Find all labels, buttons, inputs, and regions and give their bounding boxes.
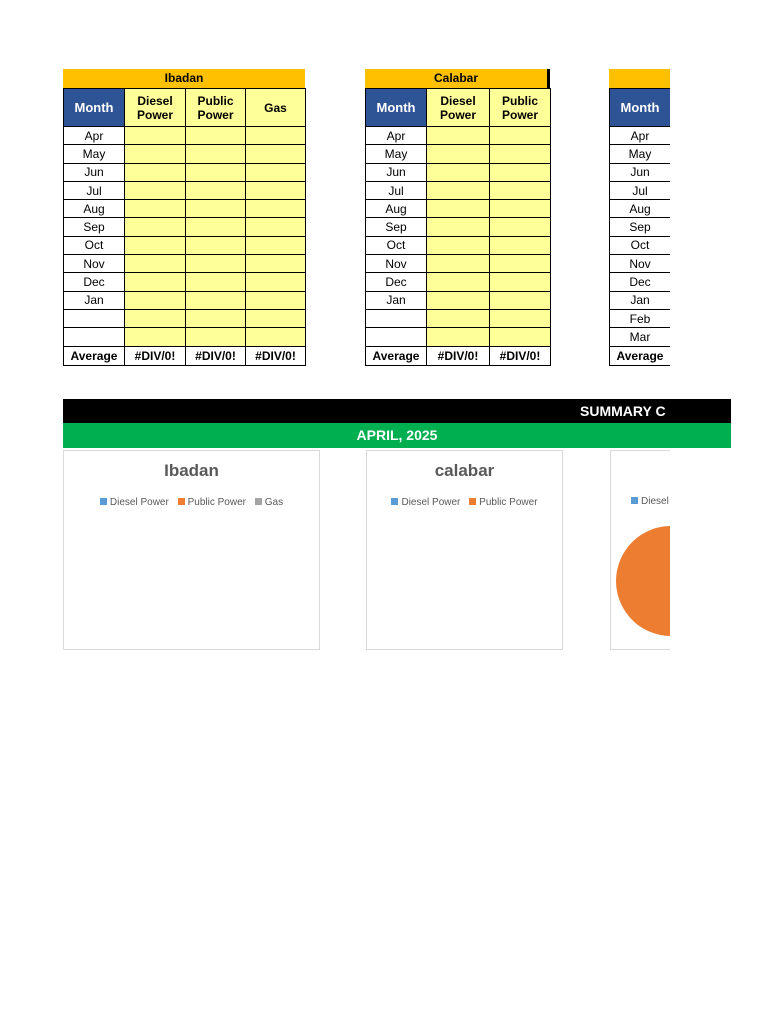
table-row xyxy=(366,145,551,163)
third-pie-chart[interactable] xyxy=(610,450,670,650)
third-table xyxy=(609,88,670,366)
month-cell[interactable]: May xyxy=(64,145,125,163)
table-row xyxy=(610,218,671,236)
value-cell[interactable] xyxy=(490,218,551,236)
table-row xyxy=(610,328,671,346)
value-cell[interactable] xyxy=(186,163,246,181)
value-cell[interactable] xyxy=(125,200,186,218)
pie-svg xyxy=(611,451,670,650)
month-cell[interactable]: Jan xyxy=(64,291,125,309)
legend-item-public-power xyxy=(469,497,537,508)
header-gas: Gas xyxy=(246,89,306,127)
table-row xyxy=(366,309,551,327)
chart-title: Ibadan xyxy=(164,461,219,480)
value-cell[interactable] xyxy=(186,127,246,145)
table-row xyxy=(610,309,671,327)
header-month: Month xyxy=(64,89,125,127)
value-cell[interactable] xyxy=(125,218,186,236)
value-cell[interactable] xyxy=(125,328,186,346)
table-row xyxy=(64,273,306,291)
average-row xyxy=(64,346,306,365)
value-cell[interactable] xyxy=(125,163,186,181)
month-cell[interactable]: Jun xyxy=(64,163,125,181)
table-row xyxy=(366,273,551,291)
month-cell[interactable]: Jun xyxy=(366,163,427,181)
value-cell[interactable] xyxy=(427,291,490,309)
average-value: #DIV/0! xyxy=(490,346,551,365)
month-cell[interactable]: Jul xyxy=(610,181,671,199)
table-row xyxy=(64,309,306,327)
value-cell[interactable] xyxy=(427,236,490,254)
legend-label: Gas xyxy=(264,497,284,508)
value-cell[interactable] xyxy=(427,181,490,199)
month-cell[interactable]: May xyxy=(366,145,427,163)
value-cell[interactable] xyxy=(427,145,490,163)
calabar-pie-chart[interactable] xyxy=(366,450,563,650)
value-cell[interactable] xyxy=(246,309,306,327)
value-cell[interactable] xyxy=(246,255,306,273)
legend-item-gas xyxy=(255,497,283,508)
value-cell[interactable] xyxy=(490,291,551,309)
table-row xyxy=(64,328,306,346)
ibadan-table-block xyxy=(63,69,305,366)
ibadan-table xyxy=(63,88,306,366)
table-row xyxy=(610,291,671,309)
table-row xyxy=(64,200,306,218)
chart-legend xyxy=(64,497,319,508)
month-cell[interactable]: Oct xyxy=(366,236,427,254)
average-label: Average xyxy=(610,346,671,365)
value-cell[interactable] xyxy=(125,309,186,327)
summary-title: SUMMARY C xyxy=(580,403,666,419)
month-cell[interactable]: Sep xyxy=(366,218,427,236)
month-cell[interactable] xyxy=(366,309,427,327)
month-cell[interactable]: Jul xyxy=(366,181,427,199)
value-cell[interactable] xyxy=(186,181,246,199)
month-cell[interactable]: Apr xyxy=(366,127,427,145)
value-cell[interactable] xyxy=(186,218,246,236)
value-cell[interactable] xyxy=(490,328,551,346)
value-cell[interactable] xyxy=(427,273,490,291)
table-row xyxy=(64,218,306,236)
month-cell[interactable]: Apr xyxy=(64,127,125,145)
value-cell[interactable] xyxy=(186,328,246,346)
value-cell[interactable] xyxy=(490,163,551,181)
table-row xyxy=(610,200,671,218)
value-cell[interactable] xyxy=(490,236,551,254)
legend-swatch-public xyxy=(469,498,476,505)
average-row xyxy=(366,346,551,365)
chart-legend xyxy=(367,497,562,508)
month-cell[interactable]: Dec xyxy=(64,273,125,291)
table-row xyxy=(610,273,671,291)
month-cell[interactable]: Dec xyxy=(610,273,671,291)
calabar-table xyxy=(365,88,551,366)
legend-swatch-diesel xyxy=(391,498,398,505)
value-cell[interactable] xyxy=(125,181,186,199)
ibadan-table-title: Ibadan xyxy=(63,69,305,88)
calabar-table-body xyxy=(366,127,551,366)
table-row xyxy=(366,200,551,218)
month-cell[interactable]: Jul xyxy=(64,181,125,199)
value-cell[interactable] xyxy=(427,255,490,273)
legend-swatch-diesel xyxy=(100,498,107,505)
value-cell[interactable] xyxy=(427,200,490,218)
average-value: #DIV/0! xyxy=(246,346,306,365)
average-value: #DIV/0! xyxy=(186,346,246,365)
month-cell[interactable]: Nov xyxy=(366,255,427,273)
value-cell[interactable] xyxy=(427,163,490,181)
month-cell[interactable]: Oct xyxy=(64,236,125,254)
table-row xyxy=(64,236,306,254)
table-row xyxy=(610,163,671,181)
value-cell[interactable] xyxy=(246,273,306,291)
value-cell[interactable] xyxy=(246,328,306,346)
month-cell[interactable]: Nov xyxy=(64,255,125,273)
value-cell[interactable] xyxy=(125,291,186,309)
header-public-power: Public Power xyxy=(490,89,551,127)
summary-title-bar xyxy=(63,399,731,423)
value-cell[interactable] xyxy=(427,218,490,236)
value-cell[interactable] xyxy=(490,181,551,199)
average-value: #DIV/0! xyxy=(427,346,490,365)
value-cell[interactable] xyxy=(490,200,551,218)
value-cell[interactable] xyxy=(490,273,551,291)
table-row xyxy=(366,181,551,199)
table-row xyxy=(366,328,551,346)
header-diesel-power: Diesel Power xyxy=(125,89,186,127)
value-cell[interactable] xyxy=(125,145,186,163)
table-row xyxy=(366,127,551,145)
month-cell[interactable]: Oct xyxy=(610,236,671,254)
table-header-row xyxy=(610,89,671,127)
third-table-block xyxy=(609,69,670,381)
calabar-table-block xyxy=(365,69,550,366)
month-cell[interactable]: Apr xyxy=(610,127,671,145)
legend-item-diesel-power xyxy=(391,497,460,508)
value-cell[interactable] xyxy=(125,127,186,145)
header-diesel-power: Diesel Power xyxy=(427,89,490,127)
summary-date-bar: APRIL, 2025 xyxy=(63,423,731,448)
month-cell[interactable]: Aug xyxy=(64,200,125,218)
value-cell[interactable] xyxy=(186,273,246,291)
value-cell[interactable] xyxy=(246,291,306,309)
value-cell[interactable] xyxy=(246,145,306,163)
table-row xyxy=(366,291,551,309)
month-cell[interactable]: Jun xyxy=(610,163,671,181)
header-month: Month xyxy=(366,89,427,127)
legend-label: Diesel Power xyxy=(401,497,461,508)
average-label: Average xyxy=(366,346,427,365)
value-cell[interactable] xyxy=(246,127,306,145)
table-row xyxy=(64,163,306,181)
table-row xyxy=(610,236,671,254)
table-header-row xyxy=(366,89,551,127)
table-row xyxy=(64,255,306,273)
value-cell[interactable] xyxy=(246,163,306,181)
chart-title: calabar xyxy=(434,461,495,480)
legend-label: Diesel Power xyxy=(109,497,169,508)
table-row xyxy=(610,145,671,163)
average-row xyxy=(610,346,671,365)
pie-slice-public-power xyxy=(616,526,670,636)
month-cell[interactable] xyxy=(64,309,125,327)
month-cell[interactable] xyxy=(64,328,125,346)
legend-item-public-power xyxy=(178,497,246,508)
table-row xyxy=(610,127,671,145)
value-cell[interactable] xyxy=(186,291,246,309)
legend-swatch-public xyxy=(178,498,185,505)
value-cell[interactable] xyxy=(186,145,246,163)
value-cell[interactable] xyxy=(125,255,186,273)
value-cell[interactable] xyxy=(246,181,306,199)
value-cell[interactable] xyxy=(246,236,306,254)
value-cell[interactable] xyxy=(246,218,306,236)
table-row xyxy=(366,163,551,181)
value-cell[interactable] xyxy=(427,127,490,145)
table-row xyxy=(64,145,306,163)
month-cell[interactable]: May xyxy=(610,145,671,163)
month-cell[interactable]: Nov xyxy=(610,255,671,273)
table-row xyxy=(64,291,306,309)
legend-item-diesel-power xyxy=(100,497,169,508)
average-value: #DIV/0! xyxy=(125,346,186,365)
month-cell[interactable]: Feb xyxy=(610,309,671,327)
month-cell[interactable]: Sep xyxy=(610,218,671,236)
month-cell[interactable]: Jan xyxy=(366,291,427,309)
month-cell[interactable]: Aug xyxy=(366,200,427,218)
value-cell[interactable] xyxy=(246,200,306,218)
month-cell[interactable]: Mar xyxy=(610,328,671,346)
table-row xyxy=(366,236,551,254)
month-cell[interactable]: Aug xyxy=(610,200,671,218)
legend-label: Public Power xyxy=(187,497,246,508)
legend-label: Public Power xyxy=(479,497,538,508)
ibadan-pie-chart[interactable] xyxy=(63,450,320,650)
legend-label: Diesel xyxy=(641,496,669,507)
table-row xyxy=(64,181,306,199)
value-cell[interactable] xyxy=(490,309,551,327)
calabar-table-title: Calabar xyxy=(365,69,550,88)
month-cell[interactable] xyxy=(366,328,427,346)
month-cell[interactable]: Sep xyxy=(64,218,125,236)
value-cell[interactable] xyxy=(490,127,551,145)
header-month: Month xyxy=(610,89,671,127)
value-cell[interactable] xyxy=(186,255,246,273)
table-row xyxy=(610,181,671,199)
legend-swatch-gas xyxy=(255,498,262,505)
average-label: Average xyxy=(64,346,125,365)
table-row xyxy=(366,255,551,273)
table-row xyxy=(64,127,306,145)
third-table-body xyxy=(610,127,671,366)
ibadan-table-body xyxy=(64,127,306,366)
value-cell[interactable] xyxy=(186,309,246,327)
table-header-row xyxy=(64,89,306,127)
third-table-title xyxy=(609,69,670,88)
table-row xyxy=(610,255,671,273)
value-cell[interactable] xyxy=(427,309,490,327)
value-cell[interactable] xyxy=(186,200,246,218)
table-row xyxy=(366,218,551,236)
value-cell[interactable] xyxy=(427,328,490,346)
month-cell[interactable]: Jan xyxy=(610,291,671,309)
header-public-power: Public Power xyxy=(186,89,246,127)
value-cell[interactable] xyxy=(125,273,186,291)
value-cell[interactable] xyxy=(186,236,246,254)
month-cell[interactable]: Dec xyxy=(366,273,427,291)
value-cell[interactable] xyxy=(490,255,551,273)
value-cell[interactable] xyxy=(490,145,551,163)
value-cell[interactable] xyxy=(125,236,186,254)
